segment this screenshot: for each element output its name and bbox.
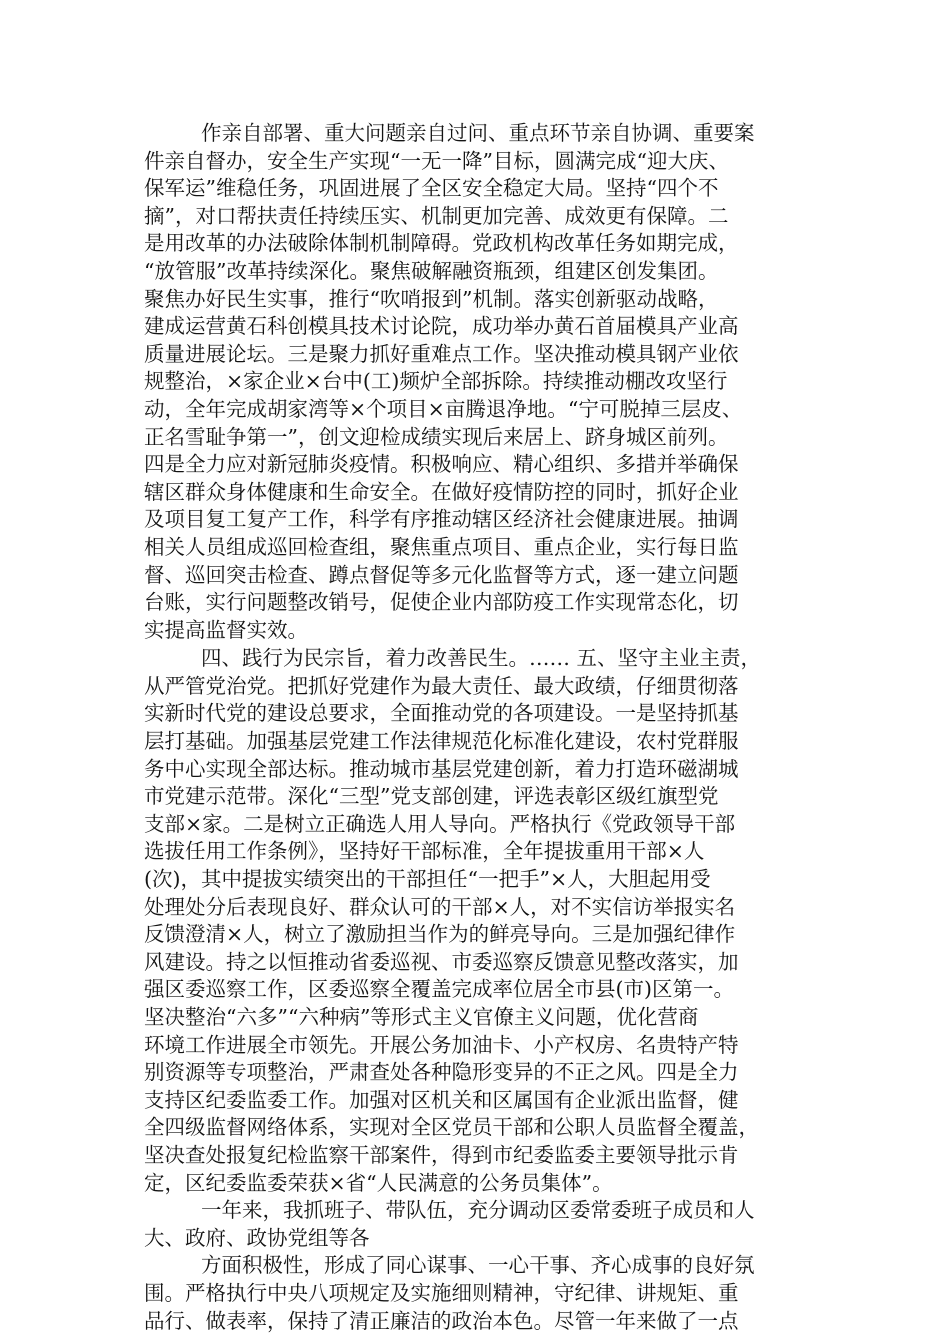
- text-line: 正名雪耻争第一”，创文迎检成绩实现后来居上、跻身城区前列。: [144, 424, 729, 449]
- text-line: 实新时代党的建设总要求，全面推动党的各项建设。一是坚持抓基: [144, 701, 739, 726]
- text-line: 定，区纪委监委荣获×省“人民满意的公务员集体”。: [144, 1170, 613, 1195]
- text-line: 环境工作进展全市领先。开展公务加油卡、小产权房、名贵特产特: [144, 1032, 739, 1057]
- text-line: 质量进展论坛。三是聚力抓好重难点工作。坚决推动模具钢产业依: [144, 341, 739, 366]
- text-line: 大、政府、政协党组等各: [144, 1225, 370, 1250]
- text-line: 督、巡回突击检查、蹲点督促等多元化监督等方式，逐一建立问题: [144, 562, 739, 587]
- text-line: 处理处分后表现良好、群众认可的干部×人，对不实信访举报实名: [144, 894, 736, 919]
- text-line: 保军运”维稳任务，巩固进展了全区安全稳定大局。坚持“四个不: [144, 176, 719, 201]
- text-line: 件亲自督办，安全生产实现“一无一降”目标，圆满完成“迎大庆、: [144, 148, 729, 173]
- text-line: 台账，实行问题整改销号，促使企业内部防疫工作实现常态化，切: [144, 590, 739, 615]
- text-line: 方面积极性，形成了同心谋事、一心干事、齐心成事的良好氛: [201, 1253, 755, 1278]
- text-line: 辖区群众身体健康和生命安全。在做好疫情防控的同时，抓好企业: [144, 479, 739, 504]
- text-line: 强区委巡察工作，区委巡察全覆盖完成率位居全市县(市)区第一。: [144, 977, 734, 1002]
- text-line: 建成运营黄石科创模具技术讨论院，成功举办黄石首届模具产业高: [144, 314, 739, 339]
- text-line: 别资源等专项整治，严肃查处各种隐形变异的不正之风。四是全力: [144, 1060, 739, 1085]
- text-line: 一年来，我抓班子、带队伍，充分调动区委常委班子成员和人: [201, 1198, 755, 1223]
- text-line: 实提高监督实效。: [144, 617, 308, 642]
- text-line: 全四级监督网络体系，实现对全区党员干部和公职人员监督全覆盖，: [144, 1115, 759, 1140]
- text-line: 四是全力应对新冠肺炎疫情。积极响应、精心组织、多措并举确保: [144, 452, 739, 477]
- text-line: 坚决整治“六多”“六种病”等形式主义官僚主义问题，优化营商: [144, 1005, 699, 1029]
- text-line: 从严管党治党。把抓好党建作为最大责任、最大政绩，仔细贯彻落: [144, 673, 739, 698]
- text-line: “放管服”改革持续深化。聚焦破解融资瓶颈，组建区创发集团。: [144, 258, 719, 283]
- text-line: 风建设。持之以恒推动省委巡视、市委巡察反馈意见整改落实，加: [144, 949, 739, 974]
- text-line: (次)，其中提拔实绩突出的干部担任“一把手”×人，大胆起用受: [144, 867, 711, 892]
- text-line: 围。严格执行中央八项规定及实施细则精神，守纪律、讲规矩、重: [144, 1280, 739, 1305]
- text-line: 是用改革的办法破除体制机制障碍。党政机构改革任务如期完成，: [144, 231, 739, 256]
- text-line: 摘”，对口帮扶责任持续压实、机制更加完善、成效更有保障。二: [144, 203, 729, 228]
- text-line: 作亲自部署、重大问题亲自过问、重点环节亲自协调、重要案: [201, 121, 755, 145]
- text-line: 及项目复工复产工作，科学有序推动辖区经济社会健康进展。抽调: [144, 507, 739, 532]
- text-line: 务中心实现全部达标。推动城市基层党建创新，着力打造环磁湖城: [144, 756, 739, 781]
- text-line: 聚焦办好民生实事，推行“吹哨报到”机制。落实创新驱动战略，: [144, 286, 719, 311]
- text-line: 市党建示范带。深化“三型”党支部创建，评选表彰区级红旗型党: [144, 784, 719, 809]
- text-line: 动，全年完成胡家湾等×个项目×亩腾退净地。“宁可脱掉三层皮、: [144, 396, 743, 421]
- text-line: 支部×家。二是树立正确选人用人导向。严格执行《党政领导干部: [144, 811, 736, 836]
- text-line: 支持区纪委监委工作。加强对区机关和区属国有企业派出监督，健: [144, 1087, 739, 1112]
- text-line: 坚决查处报复纪检监察干部案件，得到市纪委监委主要领导批示肯: [144, 1142, 739, 1167]
- paragraph-heading-line: 四、践行为民宗旨，着力改善民生。…… 五、坚守主业主责，: [201, 646, 762, 671]
- text-line: 选拔任用工作条例》，坚持好干部标准，全年提拔重用干部×人: [144, 839, 705, 864]
- text-line: 品行、做表率，保持了清正廉洁的政治本色。尽管一年来做了一点: [144, 1308, 739, 1333]
- text-line: 规整治，×家企业×台中(工)频炉全部拆除。持续推动棚改攻坚行: [144, 369, 728, 394]
- text-line: 反馈澄清×人，树立了激励担当作为的鲜亮导向。三是加强纪律作: [144, 922, 736, 947]
- text-line: 相关人员组成巡回检查组，聚焦重点项目、重点企业，实行每日监: [144, 534, 739, 559]
- document-body: [144, 120, 812, 1335]
- text-line: 层打基础。加强基层党建工作法律规范化标准化建设，农村党群服: [144, 729, 739, 754]
